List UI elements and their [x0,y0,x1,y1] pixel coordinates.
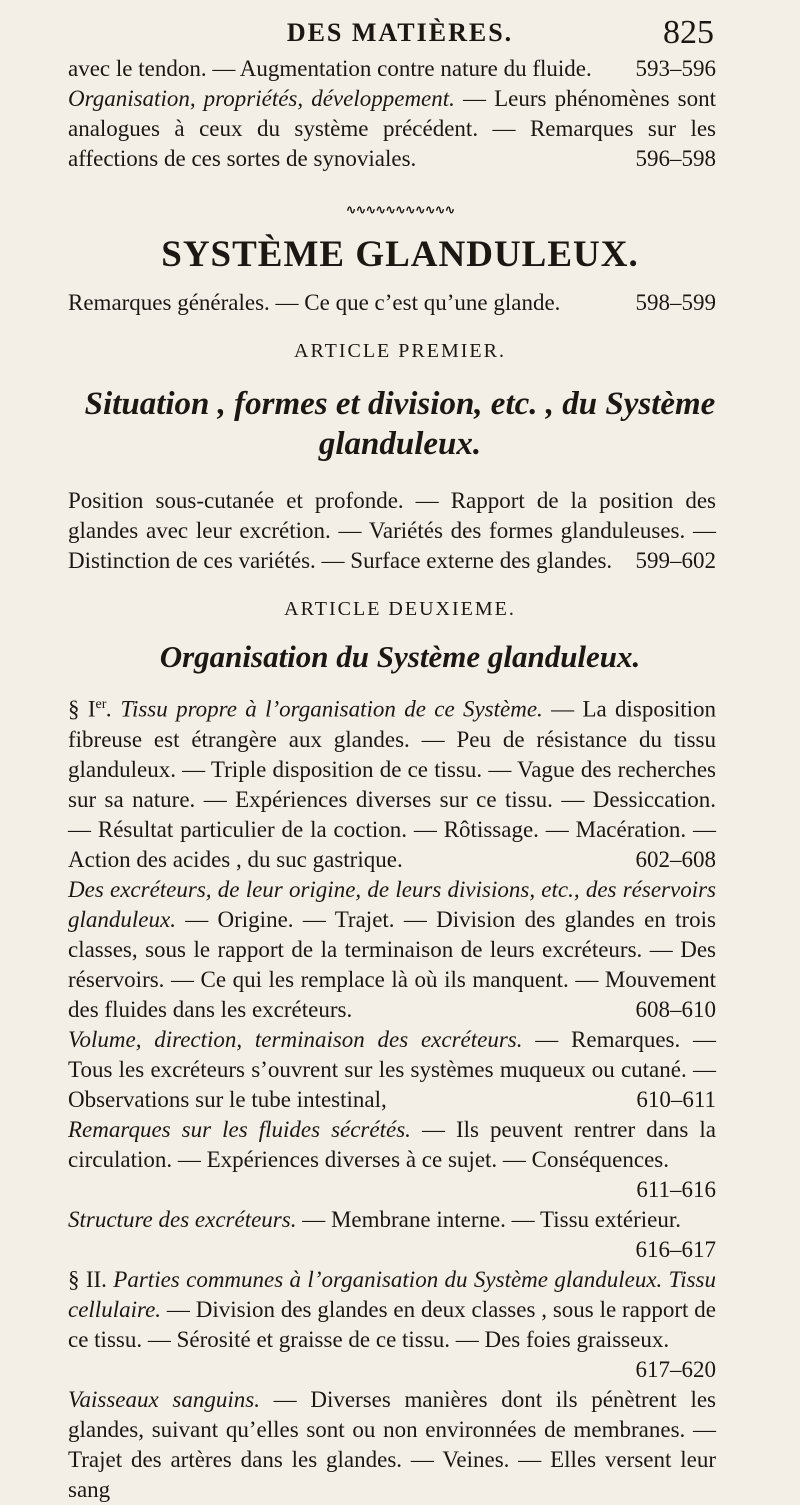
entry-text: — Ils peuvent rentrer dans la circulation. — Expériences diverses à ce sujet. — Conséquences. [68,1116,716,1172]
ornament-divider: ∿∿∿∿∿∿∿∿∿∿∿ [345,203,455,218]
article-1-title: Situation , formes et division, etc. , du Système glanduleux. [84,386,716,462]
page-range: 616–617 [635,1236,716,1262]
general-remarks-text: Remarques générales. — Ce que c’est qu’une glande. [68,290,561,315]
general-remarks-entry [68,288,716,318]
running-head [0,14,800,54]
section-mark: § II. [68,1266,107,1292]
entry-italic: Remarques sur les fluides sécrétés. [68,1116,411,1142]
intro-entry-b [68,84,716,174]
entry-italic: Volume, direction, terminaison des excréteurs. [68,1026,523,1052]
entry-text: — Remarques. — Tous les excréteurs s’ouvrent sur les systèmes muqueux ou cutané. — Observations sur le tube intestinal, [68,1026,717,1112]
article-1-text: Position sous-cutanée et profonde. — Rapport de la position des glandes avec leur excrétion. — Variétés des formes glanduleuses. — Distinction de ces variétés. — Surface externe des glandes. [68,488,716,573]
section-2-entry [68,1265,716,1385]
page-number: 825 [663,14,714,51]
excreteurs-entry [68,875,716,1025]
structure-entry [68,1205,716,1265]
intro-text-a: avec le tendon. — Augmentation contre nature du fluide. [68,56,592,81]
volume-entry [68,1025,716,1115]
entry-text: — Diverses manières dont ils pénètrent les glandes, suivant qu’elles sont ou non environnées de membranes. — Trajet des artères dans les glandes. — Veines. — Elles versent leur sang [68,1386,717,1502]
section-2-text: — Division des glandes en deux classes , sous le rapport de ce tissu. — Sérosité et graisse de ce tissu. — Des foies graisseux. [68,1296,716,1352]
section-1-italic: . Tissu propre à l’organisation de ce Système. [106,696,543,722]
intro-italic-b: Organisation, propriétés, développement. [68,86,455,111]
entry-italic: Structure des excréteurs. [68,1206,297,1232]
index-column [0,54,800,1505]
article-1-entry [68,486,716,576]
page-range: 598–599 [635,290,716,315]
entry-italic: Vaisseaux sanguins. [68,1386,260,1412]
vaisseaux-entry [68,1385,716,1505]
article-1-heading: ARTICLE PREMIER. [294,340,506,362]
intro-entry-a [68,54,716,84]
running-head-title: DES MATIÈRES. [286,18,514,47]
entry-italic: Des excréteurs, de leur origine, de leurs divisions, etc., des réservoirs glanduleux. [68,876,716,932]
section-1-text: — La disposition fibreuse est étrangère aux glandes. — Peu de résistance du tissu glanduleux. — Triple disposition de ce tissu. — Vague des recherches sur sa nature. — Expériences diverses sur ce tissu. — Dessiccation. — Résultat particulier de la coction. — Rôtissage. — Macération. — Action des acides , du suc gastrique. [68,696,716,872]
section-superscript: er [95,697,107,712]
fluides-entry [68,1115,716,1205]
page-range: 596–598 [635,146,716,171]
page-range: 610–611 [636,1086,716,1112]
entry-text: — Origine. — Trajet. — Division des glandes en trois classes, sous le rapport de la terminaison de leurs excréteurs. — Des réservoirs. — Ce qui les remplace là où ils manquent. — Mouvement des fluides dans les excréteurs. [68,906,716,1022]
page-range: 617–620 [635,1356,716,1382]
intro-text-b: — Leurs phénomènes sont analogues à ceux du système précédent. — Remarques sur les affections de ces sortes de synoviales. [68,86,716,171]
page-range: 593–596 [635,56,716,81]
system-title: SYSTÈME GLANDULEUX. [161,234,639,275]
article-2-title: Organisation du Système glanduleux. [159,639,641,674]
page-range: 608–610 [635,996,716,1022]
section-1-entry [68,690,716,875]
article-2-heading: ARTICLE DEUXIEME. [284,598,516,620]
section-2-italic: Parties communes à l’organisation du Système glanduleux. Tissu cellulaire. [68,1266,716,1322]
page-range: 602–608 [635,846,716,872]
page-range: 611–616 [636,1176,716,1202]
section-mark: § I [68,696,96,722]
entry-text: — Membrane interne. — Tissu extérieur. [296,1206,682,1232]
page-range: 599–602 [635,548,716,573]
